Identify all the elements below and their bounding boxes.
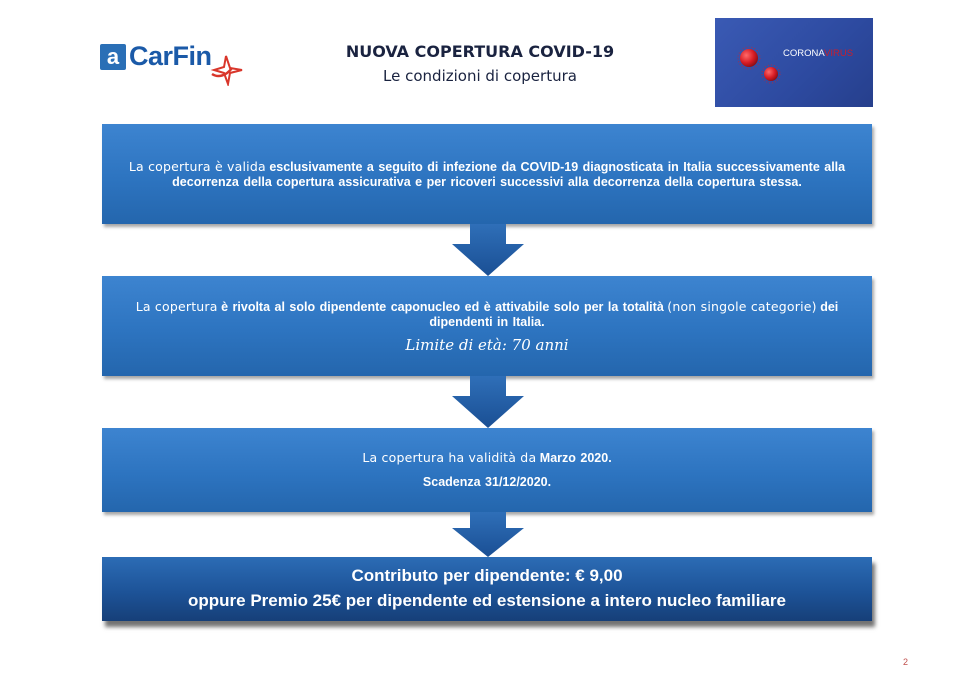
coronavirus-image [715, 18, 873, 107]
carfin-logo [100, 41, 250, 90]
slide-title [330, 41, 630, 87]
condition-2-part-1: La copertura [135, 298, 218, 314]
validity-text [344, 450, 629, 466]
logo-wordmark [129, 41, 212, 72]
condition-2-part-2: è rivolta al solo dipendente caponucleo ed è attivabile solo per la totalità [221, 299, 664, 314]
plane-icon [208, 52, 244, 86]
condition-1-part-1: La copertura è valida [128, 158, 266, 174]
down-arrow-icon [452, 512, 524, 557]
premium-text: oppure Premio 25€ per dipendente ed estensione a intero nucleo familiare [188, 591, 786, 610]
condition-1-text [102, 159, 872, 190]
corona-label-red: VIRUS [824, 48, 854, 59]
corona-label [783, 48, 853, 59]
condition-1-part-2: esclusivamente a seguito di infezione da COVID-19 diagnosticata in Italia successivamente alla decorrenza della copertura assicurativa e per ricoveri successivi alla decorrenza della copertura stessa. [172, 159, 846, 189]
condition-2-part-4: dei dipendenti in Italia. [429, 299, 839, 329]
expiry-date: Scadenza 31/12/2020. [422, 475, 552, 489]
validity-part-1: La copertura ha validità da [362, 450, 537, 465]
logo-word-car: Car [129, 41, 173, 71]
condition-box-1 [102, 124, 872, 224]
title-line-2: Le condizioni di copertura [383, 67, 577, 85]
logo-word-fin: Fin [172, 41, 212, 71]
page-number: 2 [903, 657, 909, 667]
down-arrow-icon [452, 376, 524, 428]
logo-mark: a [100, 44, 126, 70]
age-limit: Limite di età: 70 anni [405, 335, 569, 354]
contribution-text: Contributo per dipendente: € 9,00 [351, 566, 623, 585]
corona-label-white: CORONA [783, 48, 824, 59]
validity-part-2: Marzo 2020. [539, 451, 612, 465]
condition-2-text [102, 299, 872, 330]
condition-box-3 [102, 428, 872, 512]
condition-2-part-3: (non singole categorie) [667, 298, 817, 314]
condition-box-2 [102, 276, 872, 376]
premium-box [102, 557, 872, 621]
expiry-text [405, 475, 569, 490]
virus-icon [715, 18, 785, 107]
down-arrow-icon [452, 224, 524, 276]
title-line-1: NUOVA COPERTURA COVID-19 [345, 42, 615, 61]
